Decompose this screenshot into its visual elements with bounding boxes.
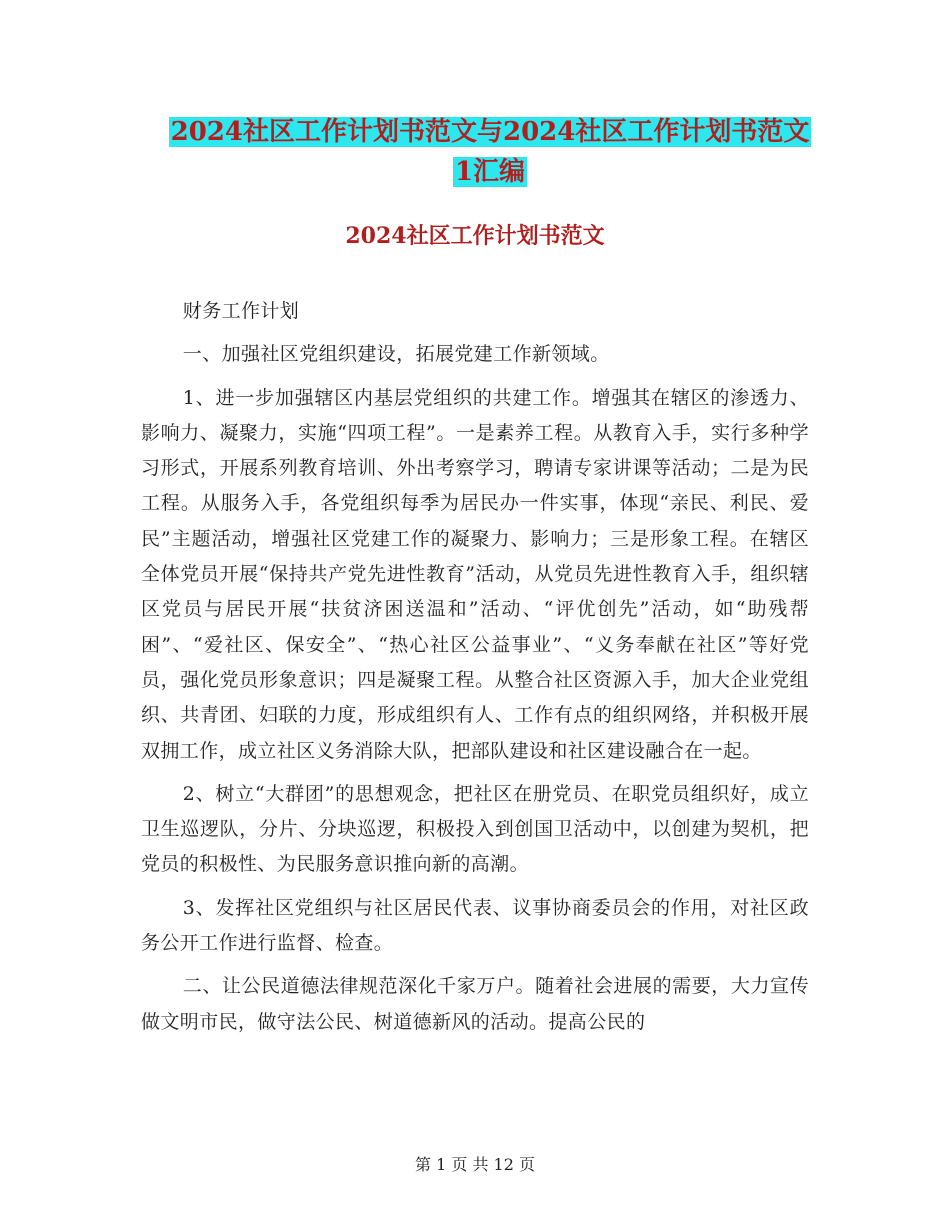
paragraph: 1、进一步加强辖区内基层党组织的共建工作。增强其在辖区的渗透力、影响力、凝聚力，实施“四项工程”。一是素养工程。从教育入手，实行多种学习形式，开展系列教育培训、外出考察学习，聘请专家讲课等活动；二是为民工程。从服务入手，各党组织每季为居民办一件实事，体现“亲民、利民、爱民”主题活动，增强社区党建工作的凝聚力、影响力；三是形象工程。在辖区全体党员开展“保持共产党先进性教育”活动，从党员先进性教育入手，组织辖区党员与居民开展“扶贫济困送温和”活动、“评优创先”活动，如“助残帮困”、“爱社区、保安全”、“热心社区公益事业”、“义务奉献在社区”等好党员，强化党员形象意识；四是凝聚工程。从整合社区资源入手，加大企业党组织、共青团、妇联的力度，形成组织有人、工作有点的组织网络，并积极开展双拥工作，成立社区义务消除大队，把部队建设和社区建设融合在一起。 <box>141 386 809 762</box>
paragraph: 二、让公民道德法律规范深化千家万户。随着社会进展的需要，大力宣传做文明市民，做守法公民、树道德新风的活动。提高公民的 <box>141 975 809 1033</box>
document-title <box>140 112 840 192</box>
paragraph: 一、加强社区党组织建设，拓展党建工作新领域。 <box>182 343 610 366</box>
page-footer: 第 1 页 共 12 页 <box>415 1155 535 1174</box>
section-title: 2024社区工作计划书范文 <box>345 223 605 249</box>
paragraph: 2、树立“大群团”的思想观念，把社区在册党员、在职党员组织好，成立卫生巡逻队，分片、分块巡逻，积极投入到创国卫活动中，以创建为契机，把党员的积极性、为民服务意识推向新的高潮。 <box>141 782 809 876</box>
document-title-line-2: 1汇编 <box>454 157 526 187</box>
paragraph: 3、发挥社区党组织与社区居民代表、议事协商委员会的作用，对社区政务公开工作进行监督、检查。 <box>141 896 809 955</box>
document-title-line-1: 2024社区工作计划书范文与2024社区工作计划书范文 <box>170 117 810 147</box>
document-body <box>141 294 809 1048</box>
paragraph: 财务工作计划 <box>182 300 300 322</box>
